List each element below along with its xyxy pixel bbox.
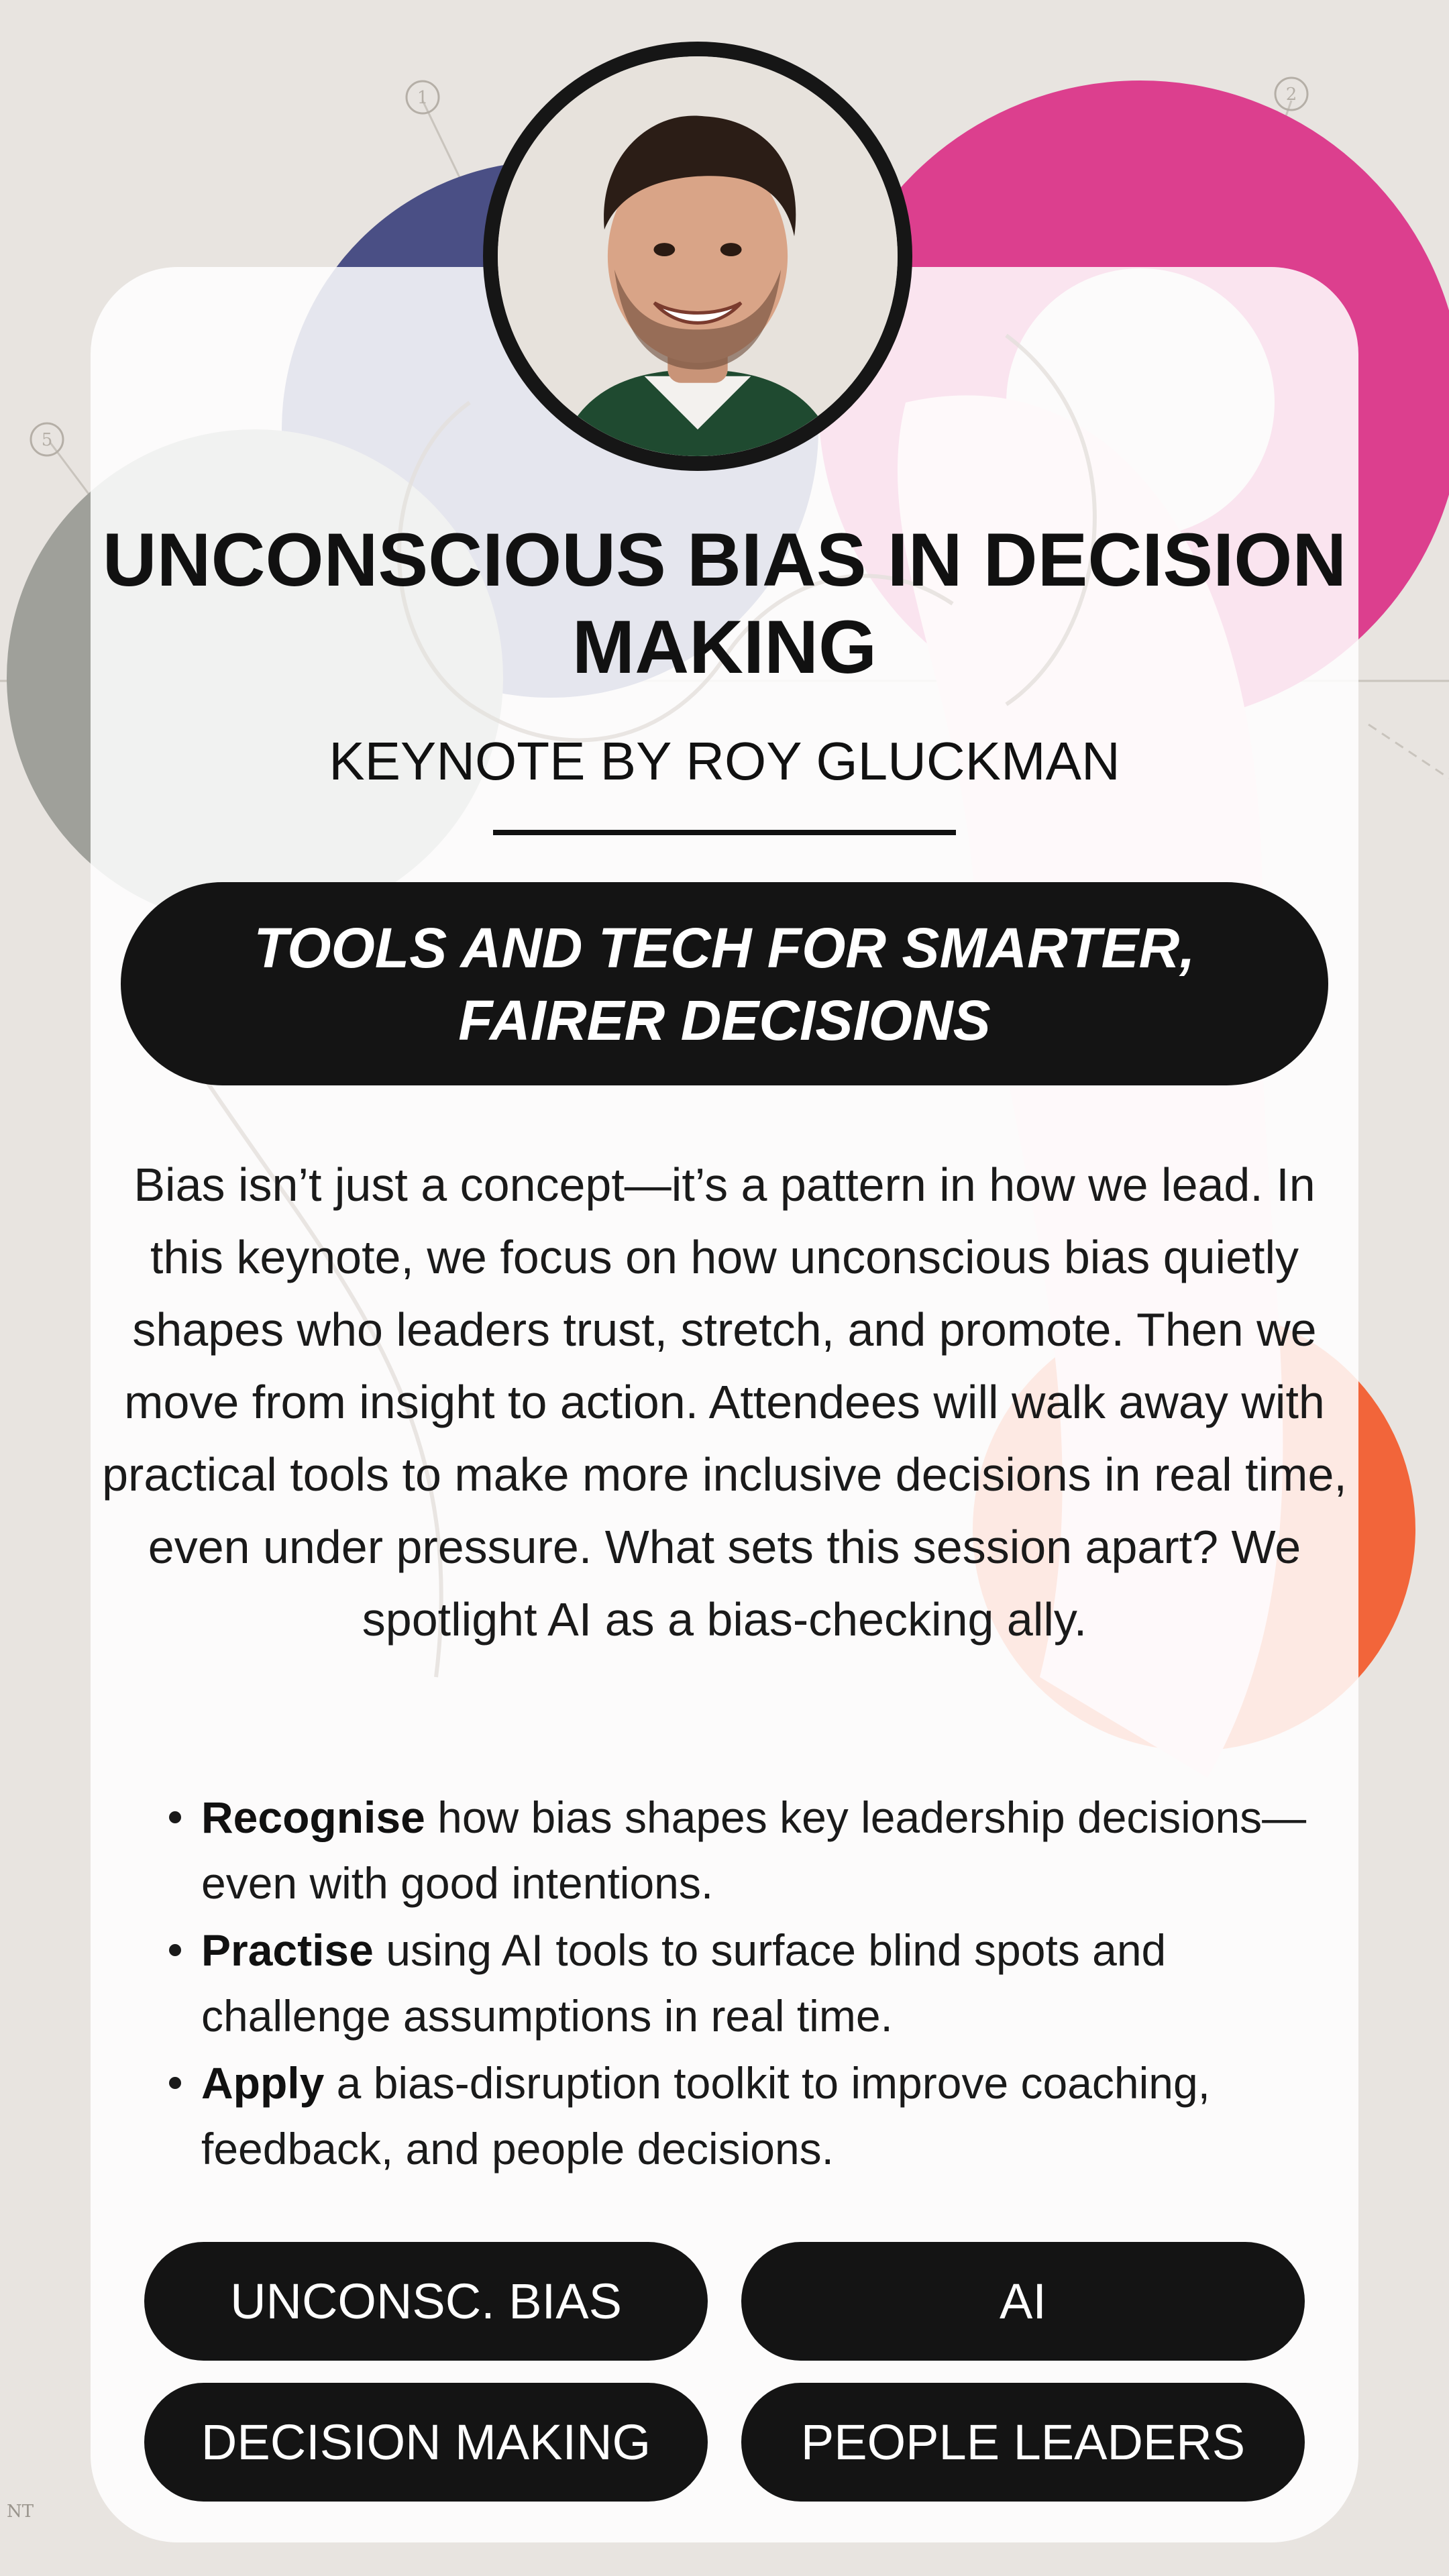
tag-unconscious-bias[interactable]: UNCONSC. BIAS [144,2242,708,2361]
speaker-avatar [483,42,912,471]
topic-tags [144,2242,1305,2502]
session-title: UNCONSCIOUS BIAS IN DECISION MAKING [102,518,1347,689]
outcome-text: how bias shapes key leadership decisions—even with good intentions. [201,1792,1307,1908]
outcome-text: a bias-disruption toolkit to improve coaching, feedback, and people decisions. [201,2058,1211,2174]
outcome-lead: Apply [201,2058,325,2108]
tag-ai[interactable]: AI [741,2242,1305,2361]
speaker-portrait-icon [498,56,898,456]
session-subtitle: KEYNOTE BY ROY GLUCKMAN [329,731,1120,791]
outcome-lead: Practise [201,1925,374,1975]
outcome-item [201,2050,1355,2182]
step-marker-2: 2 [1285,85,1297,105]
outcomes-list [201,1784,1355,2183]
divider-line [493,830,956,835]
session-tagline [121,882,1328,1085]
session-tagline-text: TOOLS AND TECH FOR SMARTER, FAIRER DECISIONS [254,916,1195,1052]
outcome-text: using AI tools to surface blind spots and challenge assumptions in real time. [201,1925,1167,2041]
step-marker-1: 1 [417,88,429,108]
outcome-item [201,1917,1355,2049]
tag-decision-making[interactable]: DECISION MAKING [144,2383,708,2502]
outcome-item [201,1784,1355,1916]
session-description: Bias isn’t just a concept—it’s a pattern in how we lead. In this keynote, we focus on how unconscious bias quietly shapes who leaders trust, stretch, and promote. Then we move from insight to action. Attendees will walk away with practical tools to make more inclusive decisions in real time, even under pressure. What sets this session apart? We spotlight AI as a bias-checking ally. [102,1159,1347,1646]
outcome-lead: Recognise [201,1792,425,1842]
step-marker-5: 5 [41,430,53,450]
corner-text: NT [7,2502,34,2522]
tag-people-leaders[interactable]: PEOPLE LEADERS [741,2383,1305,2502]
